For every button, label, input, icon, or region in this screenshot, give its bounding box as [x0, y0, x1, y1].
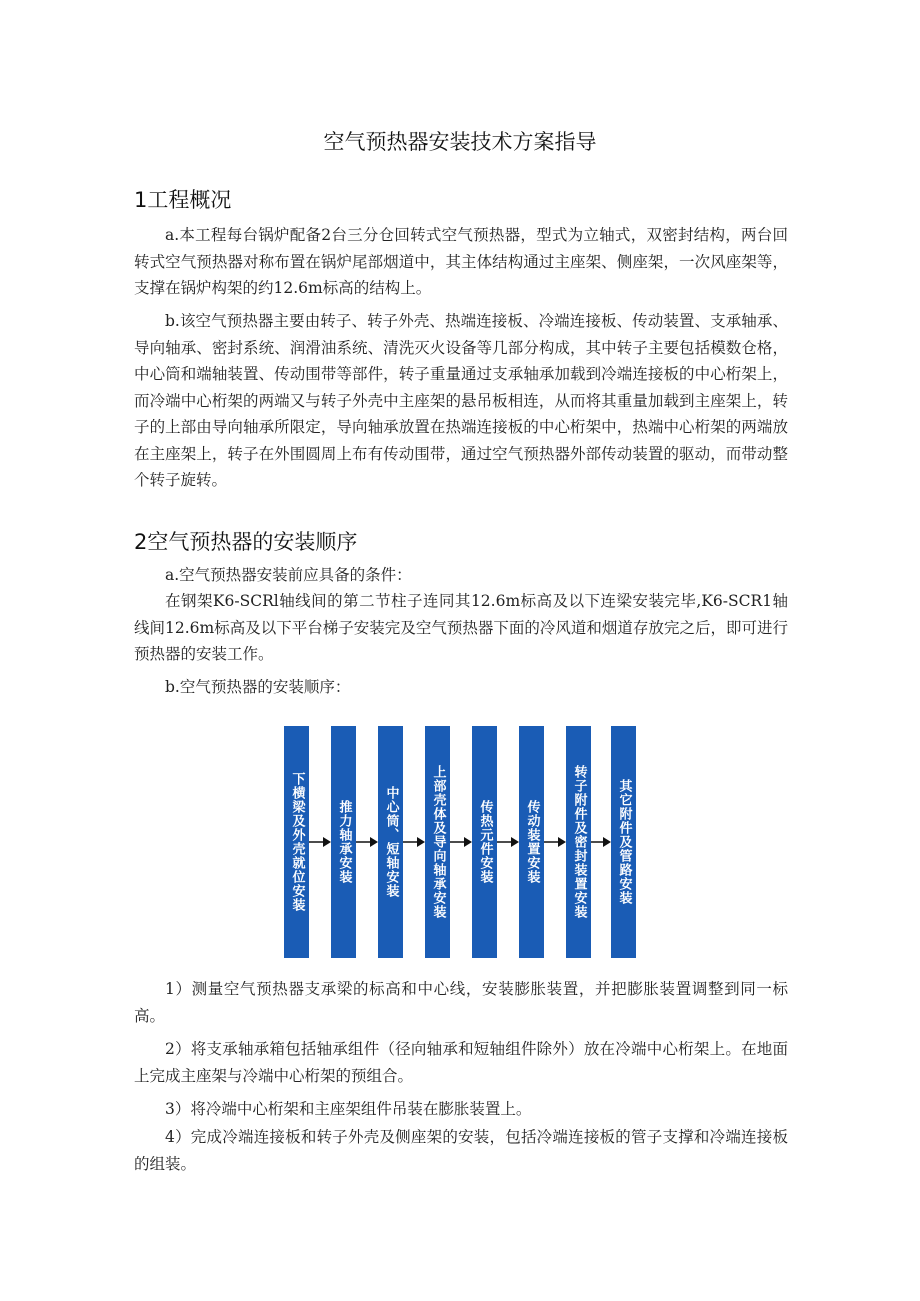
arrow-icon [356, 834, 378, 850]
step-1-text: 1）测量空气预热器支承梁的标高和中心线，安装膨胀装置，并把膨胀装置调整到同一标高。 [134, 980, 788, 1025]
arrow-icon [544, 834, 566, 850]
arrow-icon [450, 834, 472, 850]
flow-step-7: 转子附件及密封装置安装 [566, 726, 591, 958]
section-1-para-b: b.该空气预热器主要由转子、转子外壳、热端连接板、冷端连接板、传动装置、支承轴承、导向轴承、密封系统、润滑油系统、清洗灭火设备等几部分构成，其中转子主要包括模数仓格，中心筒和端轴装置、传动围带等部件，转子重量通过支承轴承加载到冷端连接板的中心桁架上，而冷端中心桁架的两端又与转子外壳中主座架的悬吊板相连，从而将其重量加载到主座架上，转子的上部由导向轴承所限定，导向轴承放置在热端连接板的中心桁架中，热端中心桁架的两端放在主座架上，转子在外围圆周上布有传动围带，通过空气预热器外部传动装置的驱动，而带动整个转子旋转。 [134, 312, 788, 489]
flow-step-1: 下横梁及外壳就位安装 [284, 726, 309, 958]
section-1-heading: 1工程概况 [134, 188, 232, 212]
arrow-icon [309, 834, 331, 850]
flow-step-6: 传动装置安装 [519, 726, 544, 958]
flow-step-2: 推力轴承安装 [331, 726, 356, 958]
flow-step-3: 中心筒、短轴安装 [378, 726, 403, 958]
section-2-heading: 2空气预热器的安装顺序 [134, 530, 358, 554]
flow-step-5: 传热元件安装 [472, 726, 497, 958]
section-2-para-a-detail: 在钢架K6-SCRl轴线间的第二节柱子连同其12.6m标高及以下连梁安装完毕,K6-SCR1轴线间12.6m标高及以下平台梯子安装完及空气预热器下面的冷风道和烟道存放完之后，即可进行预热器的安装工作。 [134, 592, 788, 663]
section-2-para-b: b.空气预热器的安装顺序： [165, 678, 351, 696]
step-3-text: 3）将冷端中心桁架和主座架组件吊装在膨胀装置上。 [165, 1100, 532, 1118]
arrow-icon [403, 834, 425, 850]
installation-flowchart [284, 726, 636, 958]
section-1-para-a: a.本工程每台锅炉配备2台三分仓回转式空气预热器，型式为立轴式，双密封结构，两台回转式空气预热器对称布置在锅炉尾部烟道中，其主体结构通过主座架、侧座架，一次风座架等，支撑在锅炉构架的约12.6m标高的结构上。 [134, 226, 788, 297]
flow-step-4: 上部壳体及导向轴承安装 [425, 726, 450, 958]
arrow-icon [497, 834, 519, 850]
document-title: 空气预热器安装技术方案指导 [323, 130, 597, 154]
step-2-text: 2）将支承轴承箱包括轴承组件（径向轴承和短轴组件除外）放在冷端中心桁架上。在地面上完成主座架与冷端中心桁架的预组合。 [134, 1040, 788, 1085]
arrow-icon [591, 834, 611, 850]
flow-step-8: 其它附件及管路安装 [611, 726, 636, 958]
step-4-text: 4）完成冷端连接板和转子外壳及侧座架的安装，包括冷端连接板的管子支撑和冷端连接板的组装。 [134, 1128, 788, 1173]
section-2-para-a: a.空气预热器安装前应具备的条件： [165, 566, 412, 584]
